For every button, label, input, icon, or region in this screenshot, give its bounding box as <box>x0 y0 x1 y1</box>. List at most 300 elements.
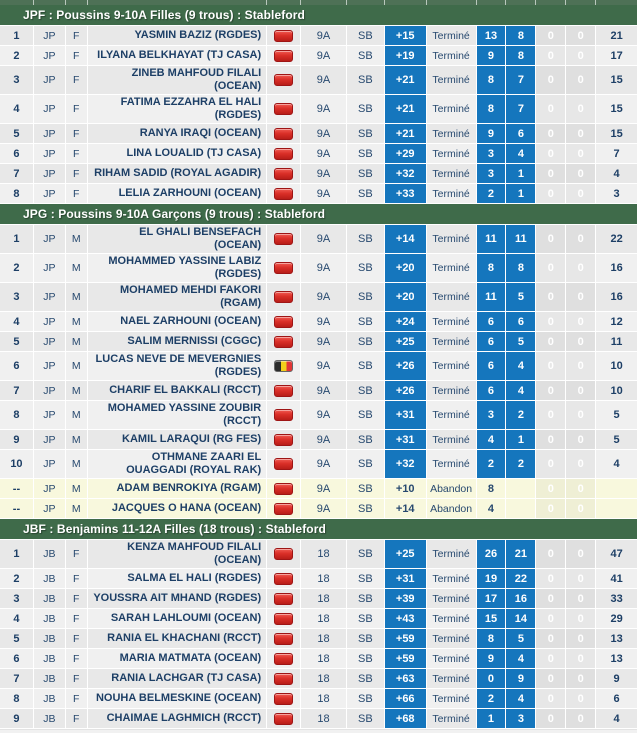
morocco-flag-icon <box>274 336 293 348</box>
rank-cell: 2 <box>0 46 34 65</box>
player-name: SALIM MERNISSI (CGGC) <box>88 332 267 351</box>
rank-cell: 4 <box>0 609 34 628</box>
flag-cell <box>267 66 301 94</box>
gender-cell: M <box>66 381 88 400</box>
format-cell: SB <box>347 26 385 45</box>
rank-cell: 9 <box>0 430 34 449</box>
category-cell: JP <box>34 26 66 45</box>
section-body <box>0 225 637 519</box>
status-cell: Terminé <box>427 164 477 183</box>
gender-cell: M <box>66 499 88 518</box>
total-points: 15 <box>596 124 637 143</box>
table-row <box>0 312 637 332</box>
round4-points: 0 <box>566 332 596 351</box>
round1-points: 6 <box>477 381 507 400</box>
round3-points: 0 <box>536 709 566 728</box>
rank-cell: 5 <box>0 629 34 648</box>
gender-cell: M <box>66 312 88 331</box>
round1-points: 8 <box>477 66 507 94</box>
category-cell: JP <box>34 184 66 203</box>
remnant-cell <box>596 0 637 5</box>
gender-cell: M <box>66 254 88 282</box>
format-cell: SB <box>347 381 385 400</box>
player-name: LINA LOUALID (TJ CASA) <box>88 144 267 163</box>
score-cell: +26 <box>385 352 427 380</box>
format-cell: SB <box>347 312 385 331</box>
round2-points: 22 <box>506 569 536 588</box>
section-body <box>0 26 637 204</box>
rank-cell: 4 <box>0 312 34 331</box>
status-cell: Terminé <box>427 184 477 203</box>
score-cell: +24 <box>385 312 427 331</box>
category-cell: JP <box>34 124 66 143</box>
score-cell: +25 <box>385 540 427 568</box>
round1-points: 6 <box>477 332 507 351</box>
morocco-flag-icon <box>274 385 293 397</box>
remnant-cell <box>301 0 347 5</box>
total-points: 16 <box>596 254 637 282</box>
player-name: SALMA EL HALI (RGDES) <box>88 569 267 588</box>
table-row <box>0 46 637 66</box>
total-points: 4 <box>596 450 637 478</box>
format-cell: SB <box>347 184 385 203</box>
round4-points: 0 <box>566 479 596 498</box>
rank-cell: 8 <box>0 689 34 708</box>
round3-points: 0 <box>536 609 566 628</box>
round4-points: 0 <box>566 124 596 143</box>
status-cell: Terminé <box>427 430 477 449</box>
morocco-flag-icon <box>274 262 293 274</box>
holes-cell: 9A <box>301 184 347 203</box>
flag-cell <box>267 312 301 331</box>
category-cell: JP <box>34 283 66 311</box>
score-cell: +19 <box>385 46 427 65</box>
status-cell: Terminé <box>427 144 477 163</box>
format-cell: SB <box>347 332 385 351</box>
gender-cell: M <box>66 450 88 478</box>
round1-points: 6 <box>477 312 507 331</box>
round3-points: 0 <box>536 352 566 380</box>
round1-points: 3 <box>477 401 507 429</box>
gender-cell: F <box>66 66 88 94</box>
player-name: FATIMA EZZAHRA EL HALI (RGDES) <box>88 95 267 123</box>
holes-cell: 9A <box>301 479 347 498</box>
format-cell: SB <box>347 689 385 708</box>
player-name: CHARIF EL BAKKALI (RCCT) <box>88 381 267 400</box>
flag-cell <box>267 689 301 708</box>
morocco-flag-icon <box>274 434 293 446</box>
format-cell: SB <box>347 401 385 429</box>
flag-cell <box>267 26 301 45</box>
status-cell: Terminé <box>427 649 477 668</box>
morocco-flag-icon <box>274 291 293 303</box>
morocco-flag-icon <box>274 30 293 42</box>
flag-cell <box>267 589 301 608</box>
score-cell: +21 <box>385 95 427 123</box>
gender-cell: M <box>66 283 88 311</box>
morocco-flag-icon <box>274 74 293 86</box>
round2-points: 2 <box>506 401 536 429</box>
table-row <box>0 381 637 401</box>
format-cell: SB <box>347 540 385 568</box>
flag-cell <box>267 352 301 380</box>
section-title: JBF : Benjamins 11-12A Filles (18 trous) : Stableford <box>0 519 637 540</box>
total-points: 13 <box>596 649 637 668</box>
score-cell: +31 <box>385 401 427 429</box>
status-cell: Terminé <box>427 401 477 429</box>
rank-cell: 9 <box>0 709 34 728</box>
score-cell: +33 <box>385 184 427 203</box>
category-cell: JP <box>34 312 66 331</box>
round1-points: 4 <box>477 430 507 449</box>
table-row <box>0 124 637 144</box>
holes-cell: 9A <box>301 401 347 429</box>
table-row <box>0 589 637 609</box>
round3-points: 0 <box>536 144 566 163</box>
round2-points: 6 <box>506 312 536 331</box>
player-name: LUCAS NEVE DE MEVERGNIES (RGDES) <box>88 352 267 380</box>
section-title: JPG : Poussins 9-10A Garçons (9 trous) : Stableford <box>0 204 637 225</box>
morocco-flag-icon <box>274 188 293 200</box>
status-cell: Terminé <box>427 450 477 478</box>
round3-points: 0 <box>536 629 566 648</box>
round4-points: 0 <box>566 66 596 94</box>
status-cell: Terminé <box>427 225 477 253</box>
table-row <box>0 649 637 669</box>
gender-cell: M <box>66 479 88 498</box>
gender-cell: F <box>66 124 88 143</box>
status-cell: Terminé <box>427 254 477 282</box>
total-points: 33 <box>596 589 637 608</box>
holes-cell: 9A <box>301 312 347 331</box>
flag-cell <box>267 254 301 282</box>
flag-cell <box>267 569 301 588</box>
round2-points: 3 <box>506 709 536 728</box>
round2-points: 4 <box>506 689 536 708</box>
flag-cell <box>267 709 301 728</box>
table-row <box>0 95 637 124</box>
morocco-flag-icon <box>274 573 293 585</box>
holes-cell: 9A <box>301 352 347 380</box>
round4-points: 0 <box>566 430 596 449</box>
round2-points: 4 <box>506 144 536 163</box>
status-cell: Abandon <box>427 479 477 498</box>
round2-points <box>506 499 536 518</box>
holes-cell: 18 <box>301 709 347 728</box>
gender-cell: F <box>66 669 88 688</box>
rank-cell: 5 <box>0 124 34 143</box>
holes-cell: 18 <box>301 649 347 668</box>
format-cell: SB <box>347 352 385 380</box>
morocco-flag-icon <box>274 409 293 421</box>
status-cell: Terminé <box>427 689 477 708</box>
player-name: RIHAM SADID (ROYAL AGADIR) <box>88 164 267 183</box>
table-row <box>0 709 637 729</box>
player-name: RANIA LACHGAR (TJ CASA) <box>88 669 267 688</box>
format-cell: SB <box>347 669 385 688</box>
player-name: YOUSSRA AIT MHAND (RGDES) <box>88 589 267 608</box>
total-points: 5 <box>596 430 637 449</box>
gender-cell: F <box>66 609 88 628</box>
player-name: RANYA IRAQI (OCEAN) <box>88 124 267 143</box>
round2-points: 9 <box>506 669 536 688</box>
category-cell: JP <box>34 254 66 282</box>
flag-cell <box>267 95 301 123</box>
round4-points: 0 <box>566 46 596 65</box>
total-points: 11 <box>596 332 637 351</box>
format-cell: SB <box>347 95 385 123</box>
morocco-flag-icon <box>274 548 293 560</box>
round1-points: 8 <box>477 254 507 282</box>
flag-cell <box>267 450 301 478</box>
category-cell: JP <box>34 144 66 163</box>
player-name: ILYANA BELKHAYAT (TJ CASA) <box>88 46 267 65</box>
round3-points: 0 <box>536 66 566 94</box>
round4-points: 0 <box>566 569 596 588</box>
rank-cell: 7 <box>0 164 34 183</box>
sections-container <box>0 5 637 729</box>
morocco-flag-icon <box>274 713 293 725</box>
round3-points: 0 <box>536 164 566 183</box>
format-cell: SB <box>347 164 385 183</box>
format-cell: SB <box>347 283 385 311</box>
holes-cell: 18 <box>301 609 347 628</box>
remnant-cell <box>347 0 385 5</box>
holes-cell: 18 <box>301 569 347 588</box>
gender-cell: M <box>66 352 88 380</box>
total-points: 47 <box>596 540 637 568</box>
format-cell: SB <box>347 254 385 282</box>
rank-cell: 6 <box>0 144 34 163</box>
rank-cell: 3 <box>0 589 34 608</box>
score-cell: +29 <box>385 144 427 163</box>
round1-points: 8 <box>477 629 507 648</box>
round2-points: 21 <box>506 540 536 568</box>
status-cell: Abandon <box>427 499 477 518</box>
status-cell: Terminé <box>427 352 477 380</box>
round2-points: 1 <box>506 184 536 203</box>
rank-cell: 7 <box>0 381 34 400</box>
gender-cell: F <box>66 589 88 608</box>
gender-cell: M <box>66 430 88 449</box>
flag-cell <box>267 479 301 498</box>
score-cell: +21 <box>385 66 427 94</box>
round2-points: 8 <box>506 254 536 282</box>
player-name: SARAH LAHLOUMI (OCEAN) <box>88 609 267 628</box>
holes-cell: 9A <box>301 283 347 311</box>
holes-cell: 9A <box>301 332 347 351</box>
flag-cell <box>267 629 301 648</box>
total-points: 6 <box>596 689 637 708</box>
rank-cell: 2 <box>0 569 34 588</box>
format-cell: SB <box>347 709 385 728</box>
round1-points: 11 <box>477 283 507 311</box>
round1-points: 19 <box>477 569 507 588</box>
category-cell: JP <box>34 352 66 380</box>
rank-cell: -- <box>0 479 34 498</box>
rank-cell: 3 <box>0 66 34 94</box>
format-cell: SB <box>347 450 385 478</box>
round1-points: 2 <box>477 450 507 478</box>
total-points: 41 <box>596 569 637 588</box>
rank-cell: 8 <box>0 184 34 203</box>
category-cell: JP <box>34 479 66 498</box>
total-points: 15 <box>596 66 637 94</box>
player-name: ADAM BENROKIYA (RGAM) <box>88 479 267 498</box>
round3-points: 0 <box>536 46 566 65</box>
gender-cell: F <box>66 709 88 728</box>
round3-points: 0 <box>536 479 566 498</box>
rank-cell: 5 <box>0 332 34 351</box>
holes-cell: 18 <box>301 629 347 648</box>
rank-cell: 3 <box>0 283 34 311</box>
category-cell: JB <box>34 589 66 608</box>
belgium-flag-icon <box>274 360 293 372</box>
total-points: 13 <box>596 629 637 648</box>
round3-points: 0 <box>536 540 566 568</box>
category-cell: JB <box>34 609 66 628</box>
total-points: 22 <box>596 225 637 253</box>
remnant-cell <box>427 0 477 5</box>
player-name: KAMIL LARAQUI (RG FES) <box>88 430 267 449</box>
round3-points: 0 <box>536 381 566 400</box>
total-points: 29 <box>596 609 637 628</box>
round4-points: 0 <box>566 381 596 400</box>
score-cell: +15 <box>385 26 427 45</box>
status-cell: Terminé <box>427 66 477 94</box>
morocco-flag-icon <box>274 103 293 115</box>
gender-cell: F <box>66 649 88 668</box>
round1-points: 3 <box>477 144 507 163</box>
round4-points: 0 <box>566 401 596 429</box>
table-row <box>0 479 637 499</box>
holes-cell: 18 <box>301 589 347 608</box>
rank-cell: 4 <box>0 95 34 123</box>
section-title: JPF : Poussins 9-10A Filles (9 trous) : Stableford <box>0 5 637 26</box>
flag-cell <box>267 144 301 163</box>
table-row <box>0 254 637 283</box>
gender-cell: F <box>66 26 88 45</box>
morocco-flag-icon <box>274 316 293 328</box>
table-row <box>0 283 637 312</box>
status-cell: Terminé <box>427 669 477 688</box>
round2-points: 4 <box>506 352 536 380</box>
score-cell: +20 <box>385 254 427 282</box>
total-points: 3 <box>596 184 637 203</box>
gender-cell: F <box>66 164 88 183</box>
table-row <box>0 401 637 430</box>
category-cell: JB <box>34 709 66 728</box>
holes-cell: 9A <box>301 26 347 45</box>
holes-cell: 9A <box>301 95 347 123</box>
remnant-cell <box>506 0 536 5</box>
total-points: 4 <box>596 709 637 728</box>
format-cell: SB <box>347 46 385 65</box>
round1-points: 9 <box>477 46 507 65</box>
format-cell: SB <box>347 649 385 668</box>
score-cell: +66 <box>385 689 427 708</box>
holes-cell: 9A <box>301 381 347 400</box>
round4-points: 0 <box>566 649 596 668</box>
round2-points: 1 <box>506 430 536 449</box>
player-name: MOHAMMED YASSINE LABIZ (RGDES) <box>88 254 267 282</box>
total-points: 5 <box>596 401 637 429</box>
round1-points: 1 <box>477 709 507 728</box>
table-row <box>0 26 637 46</box>
table-bottom-edge <box>0 729 637 733</box>
player-name: RANIA EL KHACHANI (RCCT) <box>88 629 267 648</box>
round2-points: 7 <box>506 66 536 94</box>
holes-cell: 9A <box>301 46 347 65</box>
holes-cell: 9A <box>301 124 347 143</box>
round1-points: 8 <box>477 95 507 123</box>
round2-points: 1 <box>506 164 536 183</box>
gender-cell: F <box>66 689 88 708</box>
morocco-flag-icon <box>274 633 293 645</box>
round4-points: 0 <box>566 352 596 380</box>
player-name: ZINEB MAHFOUD FILALI (OCEAN) <box>88 66 267 94</box>
rank-cell: 1 <box>0 225 34 253</box>
round3-points: 0 <box>536 430 566 449</box>
round1-points: 8 <box>477 479 507 498</box>
gender-cell: F <box>66 144 88 163</box>
round3-points: 0 <box>536 569 566 588</box>
flag-cell <box>267 164 301 183</box>
round2-points: 5 <box>506 629 536 648</box>
holes-cell: 9A <box>301 66 347 94</box>
round1-points: 13 <box>477 26 507 45</box>
category-cell: JB <box>34 540 66 568</box>
category-cell: JP <box>34 499 66 518</box>
total-points: 21 <box>596 26 637 45</box>
round4-points: 0 <box>566 589 596 608</box>
status-cell: Terminé <box>427 709 477 728</box>
rank-cell: 6 <box>0 352 34 380</box>
category-cell: JB <box>34 669 66 688</box>
round2-points: 16 <box>506 589 536 608</box>
score-cell: +43 <box>385 609 427 628</box>
round1-points: 4 <box>477 499 507 518</box>
flag-cell <box>267 649 301 668</box>
score-cell: +21 <box>385 124 427 143</box>
flag-cell <box>267 609 301 628</box>
player-name: LELIA ZARHOUNI (OCEAN) <box>88 184 267 203</box>
gender-cell: M <box>66 225 88 253</box>
morocco-flag-icon <box>274 693 293 705</box>
holes-cell: 9A <box>301 450 347 478</box>
round4-points: 0 <box>566 95 596 123</box>
score-cell: +14 <box>385 225 427 253</box>
round1-points: 2 <box>477 184 507 203</box>
category-cell: JP <box>34 332 66 351</box>
category-cell: JB <box>34 569 66 588</box>
score-cell: +68 <box>385 709 427 728</box>
flag-cell <box>267 381 301 400</box>
table-row <box>0 184 637 204</box>
table-row <box>0 629 637 649</box>
gender-cell: M <box>66 332 88 351</box>
morocco-flag-icon <box>274 673 293 685</box>
holes-cell: 18 <box>301 689 347 708</box>
category-cell: JP <box>34 225 66 253</box>
round2-points: 4 <box>506 381 536 400</box>
total-points <box>596 499 637 518</box>
score-cell: +26 <box>385 381 427 400</box>
format-cell: SB <box>347 124 385 143</box>
round4-points: 0 <box>566 225 596 253</box>
morocco-flag-icon <box>274 613 293 625</box>
format-cell: SB <box>347 609 385 628</box>
